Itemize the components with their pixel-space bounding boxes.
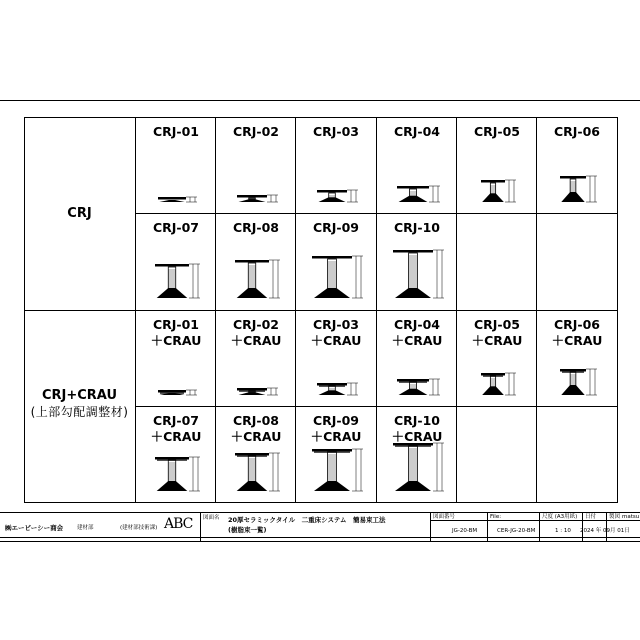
cell-label bbox=[377, 124, 457, 140]
category-label-crj bbox=[24, 205, 135, 222]
pedestal-drawing bbox=[317, 383, 358, 395]
file-name: CER-JG-20-BM bbox=[497, 528, 536, 534]
model-code: CRJ-08 bbox=[232, 413, 280, 428]
cell-label bbox=[296, 124, 376, 140]
cell-label bbox=[136, 317, 216, 349]
cell-label bbox=[216, 317, 296, 349]
cell-label bbox=[136, 220, 216, 236]
model-code: CRJ-05 bbox=[473, 124, 521, 139]
model-code: CRJ-10 bbox=[393, 220, 441, 235]
drawing-name-label: 図面名 bbox=[203, 515, 220, 521]
cell-label bbox=[136, 413, 216, 445]
scale-value: 1 : 10 bbox=[555, 528, 571, 534]
model-code: CRJ-09 bbox=[312, 220, 360, 235]
cell-label bbox=[457, 124, 537, 140]
pedestal-drawing bbox=[397, 186, 440, 202]
drawing-name: 20厚セラミックタイル 二重床システム 簡易束工法 bbox=[228, 516, 386, 524]
crj-cell bbox=[296, 118, 376, 214]
pedestal-drawing bbox=[158, 390, 197, 395]
model-code: CRJ-03 bbox=[312, 124, 360, 139]
cell-label bbox=[216, 124, 296, 140]
cell-label bbox=[216, 220, 296, 236]
cell-label bbox=[296, 220, 376, 236]
cell-label bbox=[537, 317, 617, 349]
model-suffix: ＋CRAU bbox=[551, 333, 603, 348]
drawing-no: JG-20-BM bbox=[452, 528, 478, 534]
cell-label bbox=[296, 317, 376, 349]
pedestal-drawing bbox=[481, 373, 516, 395]
model-code: CRJ-01 bbox=[152, 317, 200, 332]
cell-label bbox=[457, 317, 537, 349]
pedestal-drawing bbox=[235, 260, 280, 298]
crj-cell bbox=[457, 118, 537, 214]
cell-label bbox=[377, 317, 457, 349]
model-code: CRJ-02 bbox=[232, 317, 280, 332]
model-suffix: ＋CRAU bbox=[310, 333, 362, 348]
pedestal-drawing bbox=[393, 250, 444, 298]
model-code: CRJ-08 bbox=[232, 220, 280, 235]
pedestal-drawing bbox=[560, 176, 597, 202]
department-name: 建材部 bbox=[77, 525, 94, 531]
pedestal-drawing bbox=[397, 379, 440, 395]
pedestal-drawing bbox=[155, 264, 200, 298]
pedestal-drawing bbox=[312, 256, 363, 298]
category-subtitle: (上部勾配調整材) bbox=[30, 405, 129, 419]
crj-cell bbox=[377, 214, 457, 310]
model-code: CRJ-01 bbox=[152, 124, 200, 139]
model-suffix: ＋CRAU bbox=[471, 333, 523, 348]
model-code: CRJ-07 bbox=[152, 413, 200, 428]
pedestal-drawing bbox=[560, 369, 597, 395]
model-code: CRJ-02 bbox=[232, 124, 280, 139]
model-suffix: ＋CRAU bbox=[310, 429, 362, 444]
model-code: CRJ-06 bbox=[553, 317, 601, 332]
model-suffix: ＋CRAU bbox=[150, 333, 202, 348]
model-code: CRJ-07 bbox=[152, 220, 200, 235]
model-suffix: ＋CRAU bbox=[230, 333, 282, 348]
pedestal-drawing bbox=[237, 388, 278, 395]
company-name: ㈱エービーシー商会 bbox=[5, 524, 64, 532]
pedestal-drawing bbox=[317, 190, 358, 202]
pedestal-drawing bbox=[237, 195, 278, 202]
model-code: CRJ-05 bbox=[473, 317, 521, 332]
drawing-name-sub: (樹脂束一覧) bbox=[228, 526, 267, 534]
crj-crau-cell bbox=[296, 407, 376, 503]
cell-label bbox=[377, 220, 457, 236]
model-code: CRJ-03 bbox=[312, 317, 360, 332]
drawing-no-label: 図面番号 bbox=[433, 514, 456, 520]
pedestal-drawing bbox=[393, 443, 444, 491]
cell-label bbox=[377, 413, 457, 445]
crj-crau-cell bbox=[216, 407, 296, 503]
category-name: CRJ bbox=[67, 206, 92, 221]
model-code: CRJ-04 bbox=[393, 124, 441, 139]
pedestal-drawing bbox=[155, 457, 200, 491]
cell-label bbox=[136, 124, 216, 140]
department-note: (建材部技術課) bbox=[120, 525, 158, 531]
category-label-crj-crau bbox=[24, 387, 135, 421]
crj-crau-cell bbox=[537, 311, 617, 407]
model-suffix: ＋CRAU bbox=[391, 429, 443, 444]
company-logo: ABC bbox=[164, 516, 193, 532]
crj-crau-cell bbox=[136, 407, 216, 503]
model-suffix: ＋CRAU bbox=[391, 333, 443, 348]
model-code: CRJ-09 bbox=[312, 413, 360, 428]
pedestal-drawing bbox=[312, 449, 363, 491]
date-label: 日付 bbox=[585, 514, 597, 520]
cell-label bbox=[296, 413, 376, 445]
crj-cell bbox=[296, 214, 376, 310]
scale-label: 尺度 (A3用紙) bbox=[542, 514, 578, 520]
crj-crau-cell bbox=[296, 311, 376, 407]
category-name: CRJ+CRAU bbox=[41, 388, 118, 403]
crj-crau-cell bbox=[377, 407, 457, 503]
model-code: CRJ-10 bbox=[393, 413, 441, 428]
date-value: 2024 年 09月 01日 bbox=[580, 528, 630, 534]
author-label: 製図 bbox=[609, 514, 621, 520]
model-suffix: ＋CRAU bbox=[230, 429, 282, 444]
crj-crau-cell bbox=[377, 311, 457, 407]
crj-cell bbox=[136, 214, 216, 310]
crj-cell bbox=[216, 214, 296, 310]
pedestal-drawing bbox=[235, 453, 280, 491]
crj-crau-cell bbox=[216, 311, 296, 407]
model-code: CRJ-06 bbox=[553, 124, 601, 139]
cell-label bbox=[537, 124, 617, 140]
pedestal-drawing bbox=[481, 180, 516, 202]
crj-crau-cell bbox=[457, 311, 537, 407]
cell-label bbox=[216, 413, 296, 445]
crj-cell bbox=[537, 118, 617, 214]
crj-crau-cell bbox=[136, 311, 216, 407]
file-label: File: bbox=[490, 514, 502, 520]
author-name: matsu bbox=[622, 514, 640, 520]
pedestal-drawing bbox=[158, 197, 197, 202]
model-code: CRJ-04 bbox=[393, 317, 441, 332]
crj-cell bbox=[216, 118, 296, 214]
crj-cell bbox=[136, 118, 216, 214]
model-suffix: ＋CRAU bbox=[150, 429, 202, 444]
crj-cell bbox=[377, 118, 457, 214]
